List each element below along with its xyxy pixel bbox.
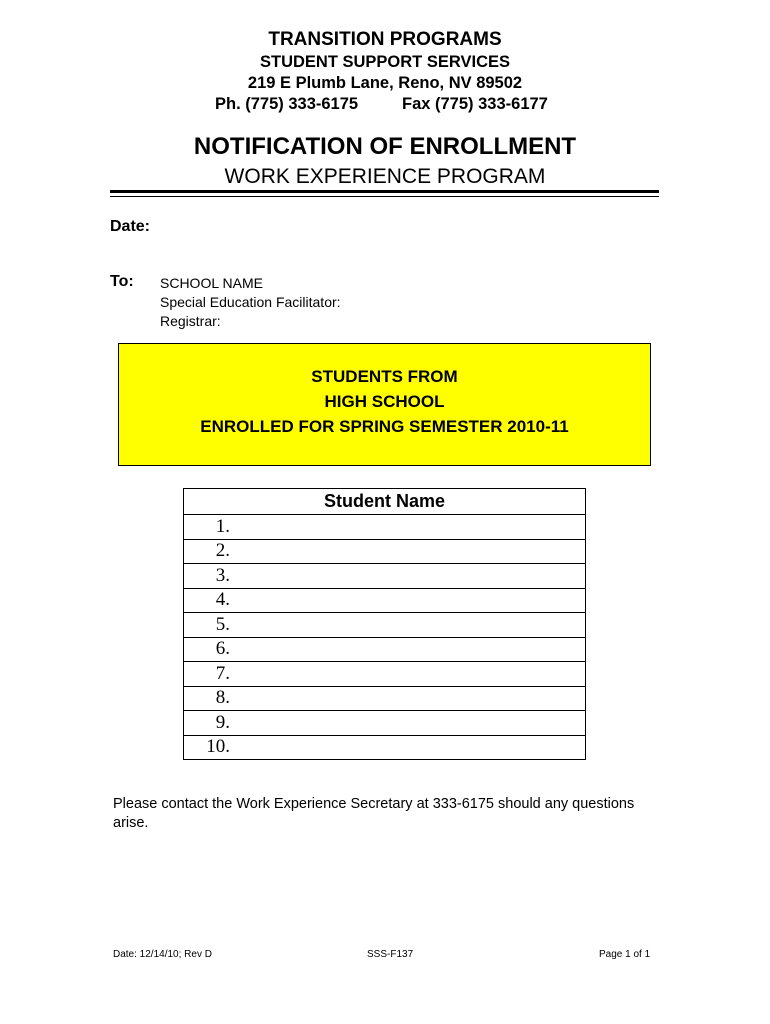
table-row: [184, 711, 586, 736]
student-name-table: [183, 488, 586, 760]
page-subtitle: WORK EXPERIENCE PROGRAM: [224, 165, 546, 188]
table-row: [184, 588, 586, 613]
banner-line-3: ENROLLED FOR SPRING SEMESTER 2010-11: [200, 417, 569, 436]
row-number: 3.: [215, 564, 230, 586]
row-number: 6.: [215, 638, 230, 660]
table-row: [184, 564, 586, 589]
table-row: [184, 637, 586, 662]
row-number: 9.: [215, 711, 230, 733]
to-label: To:: [110, 273, 134, 290]
contact-note: Please contact the Work Experience Secretary at 333-6175 should any questions arise.: [113, 796, 635, 831]
footer-date: Date: 12/14/10; Rev D: [113, 949, 212, 960]
table-row: [184, 662, 586, 687]
row-number: 7.: [215, 662, 230, 684]
table-row: [184, 735, 586, 760]
table-row: [184, 686, 586, 711]
row-number: 2.: [215, 540, 230, 562]
table-row: [184, 613, 586, 638]
fax: Fax (775) 333-6177: [402, 95, 548, 113]
org-name: TRANSITION PROGRAMS: [268, 29, 502, 50]
department-name: STUDENT SUPPORT SERVICES: [260, 53, 510, 71]
row-number: 4.: [215, 589, 230, 611]
to-facilitator: Special Education Facilitator:: [160, 294, 341, 310]
page-title: NOTIFICATION OF ENROLLMENT: [193, 133, 577, 160]
footer-form-number: SSS-F137: [367, 949, 414, 960]
banner-line-1: STUDENTS FROM: [311, 367, 458, 386]
enrollment-banner: [118, 343, 651, 466]
table-row: [184, 539, 586, 564]
row-number: 1.: [215, 515, 230, 537]
header-rule-thick: [110, 190, 659, 193]
header-rule-thin: [110, 196, 659, 197]
to-school-name: SCHOOL NAME: [160, 275, 263, 291]
to-registrar: Registrar:: [160, 313, 221, 329]
row-number: 5.: [215, 613, 230, 635]
row-number: 10.: [206, 736, 230, 758]
table-row: [184, 515, 586, 540]
address: 219 E Plumb Lane, Reno, NV 89502: [247, 74, 523, 92]
row-number: 8.: [215, 687, 230, 709]
phone: Ph. (775) 333-6175: [215, 95, 359, 113]
table-header-row: [184, 489, 586, 515]
footer-page-number: Page 1 of 1: [599, 949, 651, 960]
date-label: Date:: [110, 218, 151, 235]
student-name-header: Student Name: [184, 489, 586, 515]
banner-line-2: HIGH SCHOOL: [324, 392, 445, 411]
